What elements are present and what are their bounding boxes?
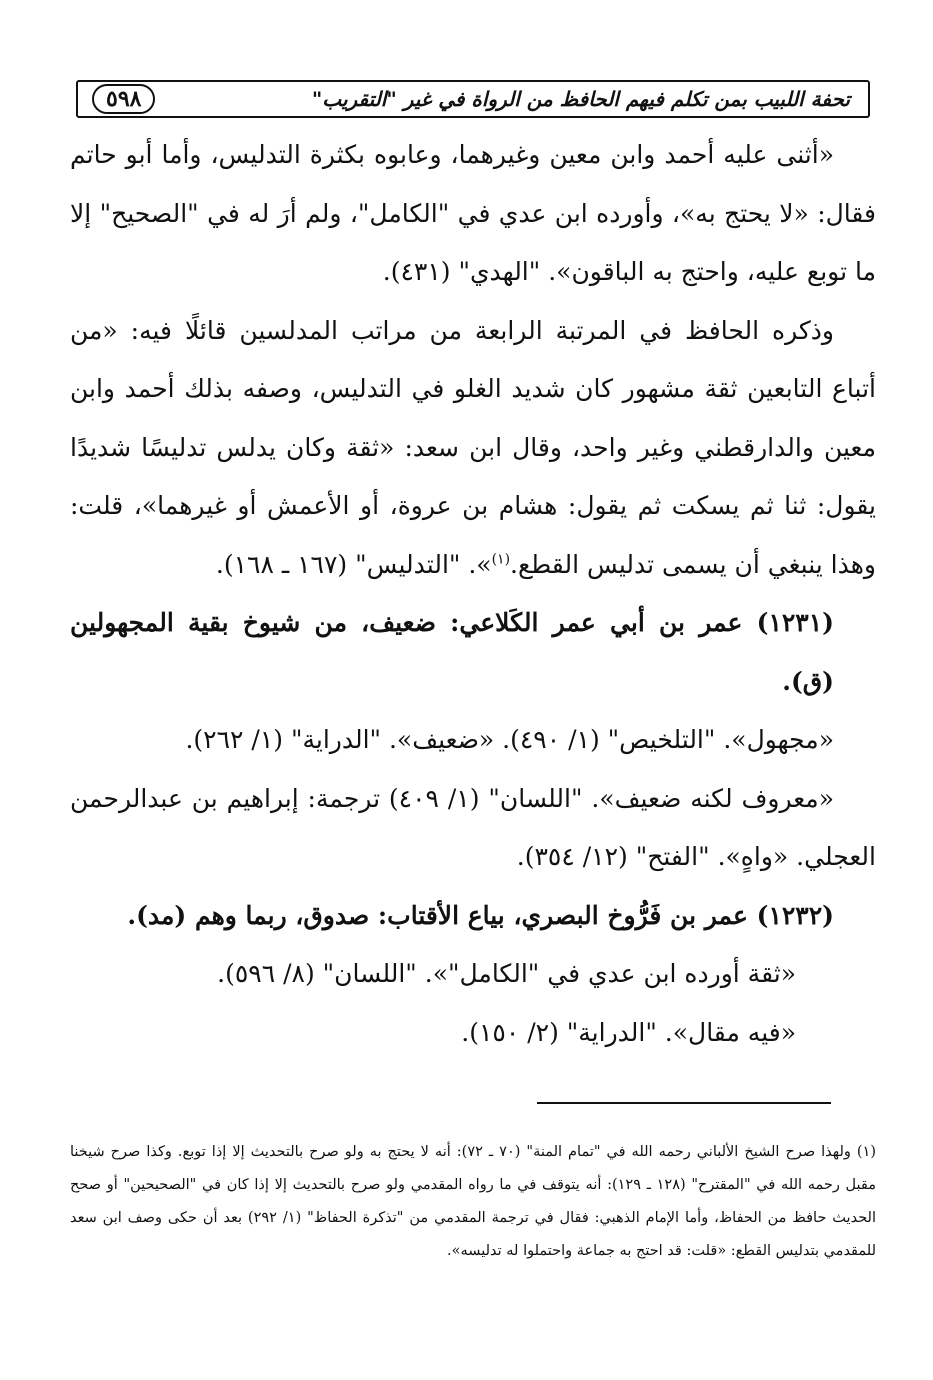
paragraph-2-text: وذكره الحافظ في المرتبة الرابعة من مراتب المدلسين قائلًا فيه: «من أتباع التابعين ثقة مشهور كان شديد الغلو في التدليس، وصفه بذلك أحمد وابن معين والدارقطني وغير واحد، وقال ابن سعد: «ثقة وكان يدلس تدليسًا شديدًا يقول: ثنا ثم يسكت ثم يقول: هشام بن عروة، أو الأعمش أو غيرهما»، قلت: وهذا ينبغي أن يسمى تدليس القطع. bbox=[70, 315, 876, 579]
entry-1232: (١٢٣٢) عمر بن فَرُّوخ البصري، بياع الأقتاب: صدوق، ربما وهم (مد). bbox=[127, 900, 834, 930]
footnote-divider bbox=[537, 1102, 831, 1104]
paragraph-3: «مجهول». "التلخيص" (١/ ٤٩٠). «ضعيف». "الدراية" (١/ ٢٦٢). bbox=[185, 725, 834, 754]
paragraph-1: «أثنى عليه أحمد وابن معين وغيرهما، وعابوه بكثرة التدليس، وأما أبو حاتم فقال: «لا يحتج به»، وأورده ابن عدي في "الكامل"، ولم أرَ له في "الصحيح" إلا ما توبع عليه، واحتج به الباقون». "الهدي" (٤٣١). bbox=[70, 140, 876, 286]
paragraph-2-tail: ». "التدليس" (١٦٧ ـ ١٦٨). bbox=[215, 549, 492, 579]
footnote-1: (١) ولهذا صرح الشيخ الألباني رحمه الله في "تمام المنة" (٧٠ ـ ٧٢): أنه لا يحتج به ولو صرح بالتحديث إلا إذا توبع. وكذا صرح شيخنا مقبل رحمه الله في "المقترح" (١٢٨ ـ ١٢٩): أنه يتوقف في ما رواه المقدمي ولو صرح بالتحديث إلا إذا كان في "الصحيحين" أو صحح الحديث حافظ من الحفاظ، وأما الإمام الذهبي: فقال في ترجمة المقدمي من "تذكرة الحفاظ" (١/ ٢٩٢) بعد أن حكى وصف ابن سعد للمقدمي بتدليس القطع: «قلت: قد احتج به جماعة واحتملوا له تدليسه». bbox=[70, 1144, 877, 1259]
paragraph-2 bbox=[70, 302, 876, 595]
book-title: تحفة اللبيب بمن تكلم فيهم الحافظ من الرواة في غير "التقريب" bbox=[311, 87, 850, 111]
running-header bbox=[76, 80, 870, 118]
paragraph-4: «معروف لكنه ضعيف». "اللسان" (١/ ٤٠٩) ترجمة: إبراهيم بن عبدالرحمن العجلي. «واهٍ». "الفتح" (١٢/ ٣٥٤). bbox=[70, 783, 876, 871]
paragraph-6: «فيه مقال». "الدراية" (٢/ ١٥٠). bbox=[461, 1017, 796, 1047]
footnotes bbox=[70, 1136, 876, 1268]
footnote-marker[interactable]: (١) bbox=[491, 551, 511, 568]
page-number: ٥٩٨ bbox=[92, 84, 155, 114]
main-text bbox=[70, 126, 876, 1062]
paragraph-5: «ثقة أورده ابن عدي في "الكامل"». "اللسان" (٨/ ٥٩٦). bbox=[217, 959, 796, 988]
entry-1231: (١٢٣١) عمر بن أبي عمر الكَلاعي: ضعيف، من شيوخ بقية المجهولين (ق). bbox=[70, 608, 834, 696]
